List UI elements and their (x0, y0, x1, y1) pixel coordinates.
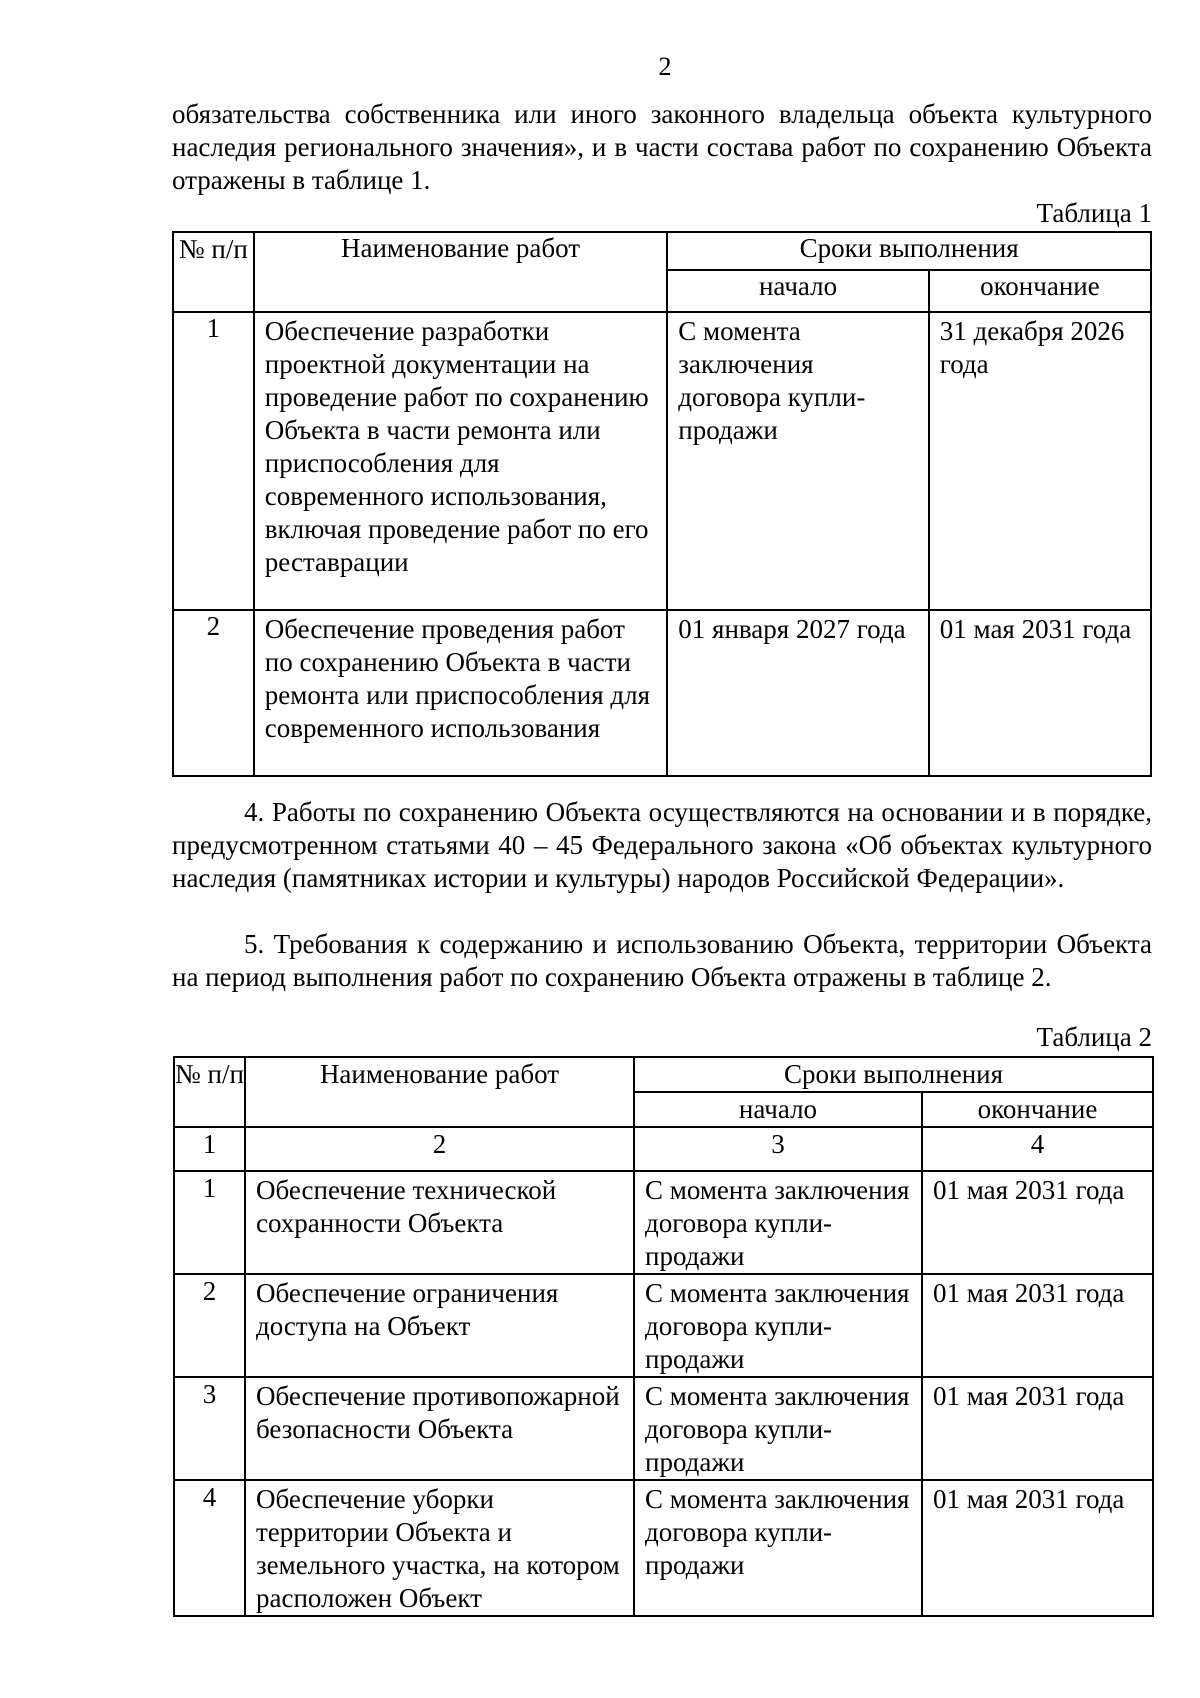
page-number: 2 (658, 52, 672, 81)
end-date: 31 декабря 2026 года (929, 312, 1151, 610)
start-date: С момента заключения договора купли-продажи (634, 1274, 922, 1377)
column-number: 4 (922, 1127, 1153, 1171)
table-1 (172, 231, 1152, 777)
table1-header-num: № п/п (173, 232, 254, 312)
table2-header-start: начало (634, 1092, 922, 1127)
table1-header-start: начало (667, 270, 929, 312)
column-number: 3 (634, 1127, 922, 1171)
work-name: Обеспечение уборки территории Объекта и земельного участка, на котором расположен Объект (245, 1480, 634, 1616)
table-row (173, 610, 1151, 776)
start-date: 01 января 2027 года (667, 610, 929, 776)
work-name: Обеспечение противопожарной безопасности Объекта (245, 1377, 634, 1480)
end-date: 01 мая 2031 года (922, 1171, 1153, 1274)
work-name: Обеспечение технической сохранности Объекта (245, 1171, 634, 1274)
row-number: 1 (173, 312, 254, 610)
paragraph-5: 5. Требования к содержанию и использованию Объекта, территории Объекта на период выполнения работ по сохранению Объекта отражены в таблице 2. (172, 929, 1152, 992)
table2-caption: Таблица 2 (1036, 1022, 1152, 1052)
table-row (174, 1377, 1153, 1480)
table2-header-deadlines: Сроки выполнения (634, 1057, 1153, 1092)
table1-header-deadlines: Сроки выполнения (667, 232, 1151, 270)
row-number: 2 (173, 610, 254, 776)
table-row (174, 1274, 1153, 1377)
table2-header-end: окончание (922, 1092, 1153, 1127)
end-date: 01 мая 2031 года (922, 1480, 1153, 1616)
work-name: Обеспечение ограничения доступа на Объект (245, 1274, 634, 1377)
work-name: Обеспечение проведения работ по сохранению Объекта в части ремонта или приспособления для современного использования (254, 610, 668, 776)
table2-header-name: Наименование работ (245, 1057, 634, 1127)
intro-paragraph: обязательства собственника или иного законного владельца объекта культурного наследия регионального значения», и в части состава работ по сохранению Объекта отражены в таблице 1. (172, 99, 1152, 195)
end-date: 01 мая 2031 года (922, 1377, 1153, 1480)
table2-header-num: № п/п (174, 1057, 245, 1127)
start-date: С момента заключения договора купли-продажи (634, 1480, 922, 1616)
row-number: 4 (174, 1480, 245, 1616)
start-date: С момента заключения договора купли-продажи (634, 1377, 922, 1480)
row-number: 2 (174, 1274, 245, 1377)
paragraph-4: 4. Работы по сохранению Объекта осуществляются на основании и в порядке, предусмотренном статьями 40 – 45 Федерального закона «Об объектах культурного наследия (памятниках истории и культуры) народов Российской Федерации». (172, 797, 1152, 893)
table1-header-name: Наименование работ (254, 232, 668, 312)
start-date: С момента заключения договора купли-продажи (667, 312, 929, 610)
table-row (174, 1480, 1153, 1616)
row-number: 3 (174, 1377, 245, 1480)
table1-caption: Таблица 1 (1036, 198, 1152, 228)
table-2 (173, 1056, 1154, 1617)
column-number: 1 (174, 1127, 245, 1171)
end-date: 01 мая 2031 года (929, 610, 1151, 776)
row-number: 1 (174, 1171, 245, 1274)
start-date: С момента заключения договора купли-продажи (634, 1171, 922, 1274)
table-row (174, 1171, 1153, 1274)
table-row (173, 312, 1151, 610)
column-number: 2 (245, 1127, 634, 1171)
end-date: 01 мая 2031 года (922, 1274, 1153, 1377)
work-name: Обеспечение разработки проектной документации на проведение работ по сохранению Объекта в части ремонта или приспособления для современного использования, включая проведение работ по его реставрации (254, 312, 668, 610)
table1-header-end: окончание (929, 270, 1151, 312)
